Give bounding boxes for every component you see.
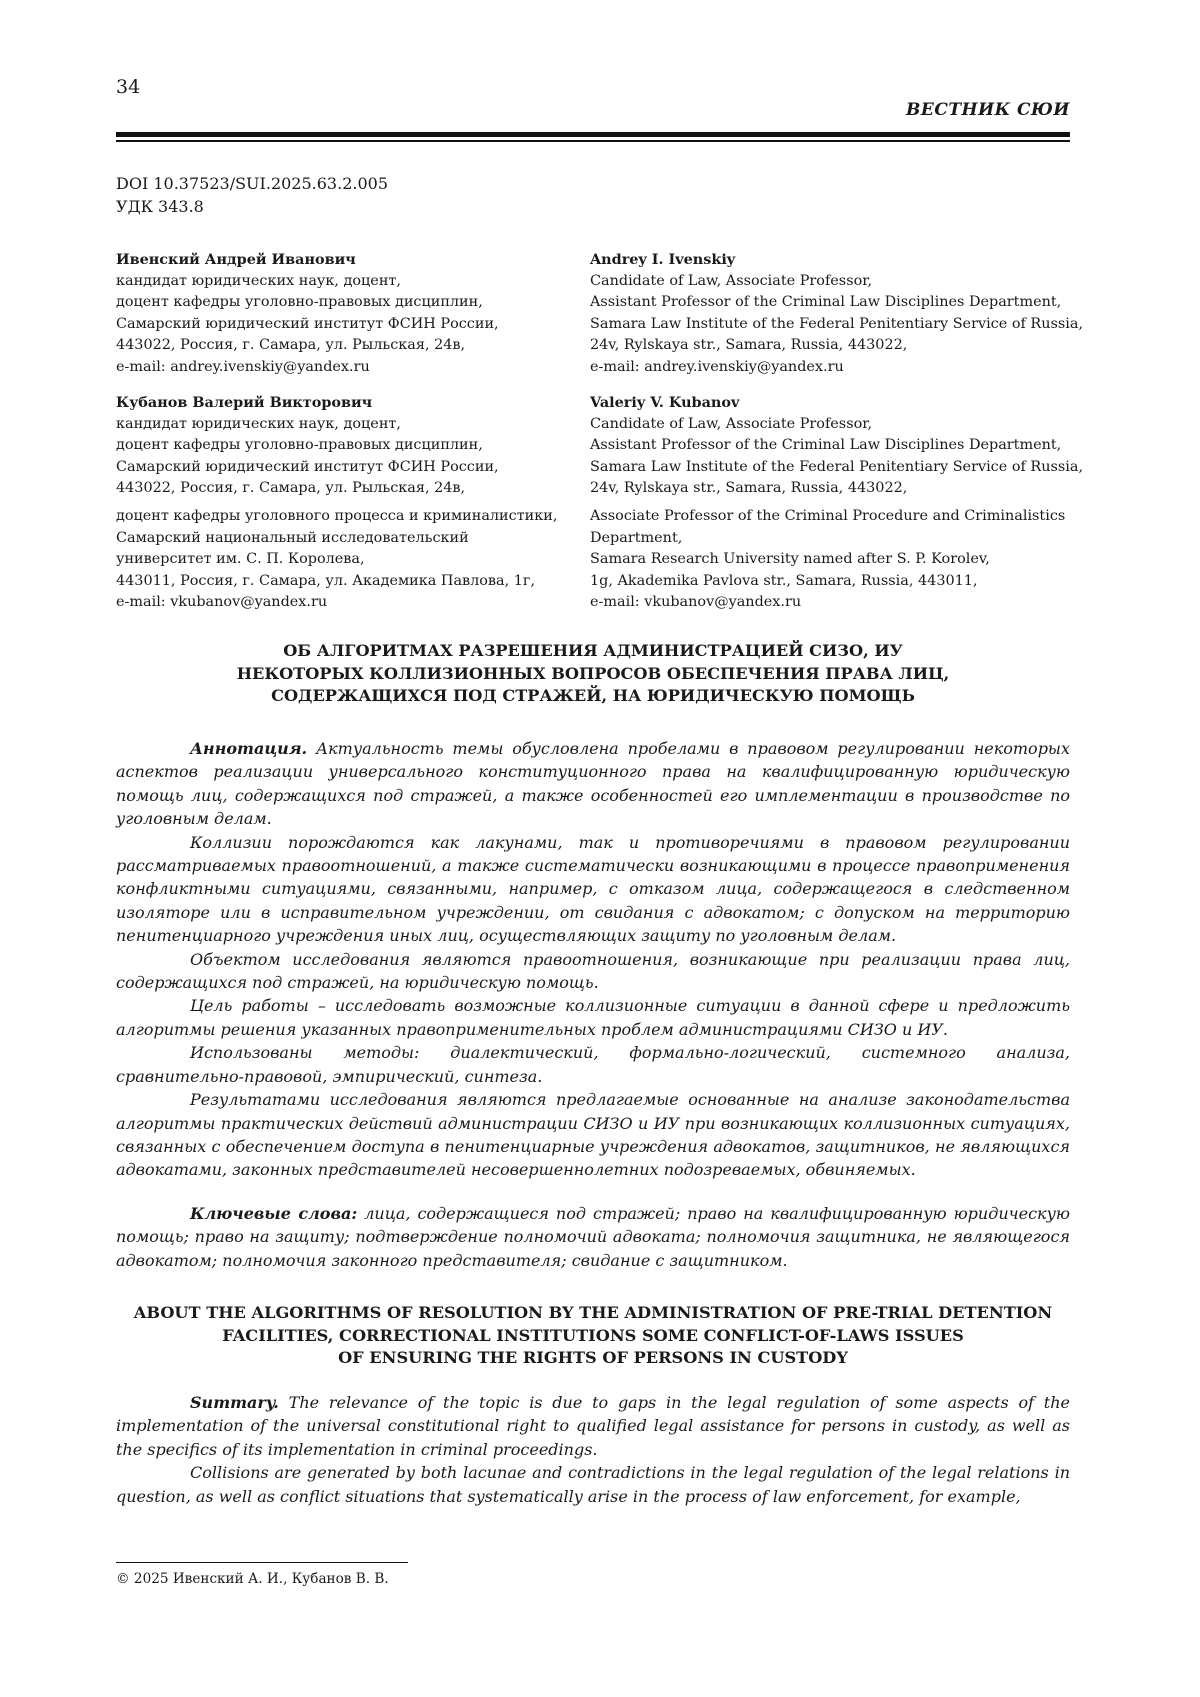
author-line: 24v, Rylskaya str., Samara, Russia, 443022,	[590, 478, 1083, 500]
author-line: Candidate of Law, Associate Professor,	[590, 271, 1083, 293]
author-line: кандидат юридических наук, доцент,	[116, 414, 499, 436]
copyright-footnote: © 2025 Ивенский А. И., Кубанов В. В.	[116, 1571, 389, 1587]
title-line: OF ENSURING THE RIGHTS OF PERSONS IN CUSTODY	[116, 1347, 1070, 1370]
abstract-paragraph: Коллизии порождаются как лакунами, так и противоречиями в правовом регулировании рассматриваемых правоотношений, а также систематически возникающими в процессе правоприменения конфликтными ситуациями, связанными, например, с отказом лица, содержащегося в следственном изоляторе или в исправительном учреждении, от свидания с адвокатом; с допуском на территорию пенитенциарного учреждения иных лиц, осуществляющих защиту по уголовным делам.	[116, 831, 1070, 948]
author-name: Ивенский Андрей Иванович	[116, 249, 499, 271]
keywords-label: Ключевые слова:	[190, 1204, 357, 1223]
author-line: кандидат юридических наук, доцент,	[116, 271, 499, 293]
author-line: доцент кафедры уголовно-правовых дисциплин,	[116, 292, 499, 314]
summary-label: Summary.	[190, 1393, 279, 1412]
title-line: СОДЕРЖАЩИХСЯ ПОД СТРАЖЕЙ, НА ЮРИДИЧЕСКУЮ ПОМОЩЬ	[116, 685, 1070, 708]
summary-paragraph: Collisions are generated by both lacunae and contradictions in the legal regulation of the legal relations in question, as well as conflict situations that systematically arise in the process of law enforcement, for example,	[116, 1461, 1070, 1508]
author-email: e-mail: vkubanov@yandex.ru	[116, 592, 557, 614]
keywords-ru	[116, 1202, 1070, 1272]
author-line: Samara Research University named after S. P. Korolev,	[590, 549, 1065, 571]
title-line: ABOUT THE ALGORITHMS OF RESOLUTION BY THE ADMINISTRATION OF PRE-TRIAL DETENTION	[116, 1302, 1070, 1325]
author-email: e-mail: andrey.ivenskiy@yandex.ru	[116, 357, 499, 379]
author-line: Samara Law Institute of the Federal Penitentiary Service of Russia,	[590, 457, 1083, 479]
author-line: Самарский юридический институт ФСИН России,	[116, 457, 499, 479]
title-line: НЕКОТОРЫХ КОЛЛИЗИОННЫХ ВОПРОСОВ ОБЕСПЕЧЕНИЯ ПРАВА ЛИЦ,	[116, 663, 1070, 686]
author-line: доцент кафедры уголовно-правовых дисциплин,	[116, 435, 499, 457]
summary-en	[116, 1391, 1070, 1508]
author-name: Valeriy V. Kubanov	[590, 392, 1083, 414]
abstract-label: Аннотация.	[190, 739, 307, 758]
author-line: Assistant Professor of the Criminal Law Disciplines Department,	[590, 435, 1083, 457]
article-title-ru	[116, 640, 1070, 708]
author-line: 443011, Россия, г. Самара, ул. Академика Павлова, 1г,	[116, 571, 557, 593]
summary-paragraph: Summary. The relevance of the topic is due to gaps in the legal regulation of some aspects of the implementation of the universal constitutional right to qualified legal assistance for persons in custody, as well as the specifics of its implementation in criminal proceedings.	[116, 1391, 1070, 1461]
author-line: 443022, Россия, г. Самара, ул. Рыльская, 24в,	[116, 478, 499, 500]
udk: УДК 343.8	[116, 195, 388, 218]
author-line: университет им. С. П. Королева,	[116, 549, 557, 571]
author-1-ru	[116, 249, 499, 379]
abstract-paragraph: Цель работы – исследовать возможные коллизионные ситуации в данной сфере и предложить алгоритмы решения указанных правоприменительных проблем администрациями СИЗО и ИУ.	[116, 994, 1070, 1041]
header-rule-thick	[116, 132, 1070, 137]
abstract-paragraph: Аннотация. Актуальность темы обусловлена пробелами в правовом регулировании некоторых аспектов реализации универсального конституционного права на квалифицированную юридическую помощь лиц, содержащихся под стражей, а также особенностей его имплементации в производстве по уголовным делам.	[116, 737, 1070, 831]
author-line: 443022, Россия, г. Самара, ул. Рыльская, 24в,	[116, 335, 499, 357]
author-line: 24v, Rylskaya str., Samara, Russia, 443022,	[590, 335, 1083, 357]
author-line: Samara Law Institute of the Federal Penitentiary Service of Russia,	[590, 314, 1083, 336]
author-line: Department,	[590, 528, 1065, 550]
author-name: Кубанов Валерий Викторович	[116, 392, 499, 414]
author-2-en	[590, 392, 1083, 500]
author-line: Assistant Professor of the Criminal Law Disciplines Department,	[590, 292, 1083, 314]
author-email: e-mail: andrey.ivenskiy@yandex.ru	[590, 357, 1083, 379]
article-title-en	[116, 1302, 1070, 1370]
author-2-ru-affiliation-2	[116, 506, 557, 614]
article-meta	[116, 172, 388, 218]
page-number: 34	[116, 76, 140, 98]
author-2-en-affiliation-2	[590, 506, 1065, 614]
header-rule-thin	[116, 140, 1070, 142]
footnote-rule	[116, 1562, 408, 1563]
author-1-en	[590, 249, 1083, 379]
abstract-ru	[116, 737, 1070, 1182]
abstract-paragraph: Объектом исследования являются правоотношения, возникающие при реализации права лиц, содержащихся под стражей, на юридическую помощь.	[116, 948, 1070, 995]
abstract-paragraph: Результатами исследования являются предлагаемые основанные на анализе законодательства алгоритмы практических действий администрации СИЗО и ИУ при возникающих коллизионных ситуациях, связанных с обеспечением доступа в пенитенциарные учреждения адвокатов, защитников, не являющихся адвокатами, законных представителей несовершеннолетних подозреваемых, обвиняемых.	[116, 1088, 1070, 1182]
author-email: e-mail: vkubanov@yandex.ru	[590, 592, 1065, 614]
author-line: 1g, Akademika Pavlova str., Samara, Russia, 443011,	[590, 571, 1065, 593]
journal-title: ВЕСТНИК СЮИ	[906, 100, 1070, 120]
abstract-paragraph: Использованы методы: диалектический, формально-логический, системного анализа, сравнительно-правовой, эмпирический, синтеза.	[116, 1041, 1070, 1088]
author-line: Associate Professor of the Criminal Procedure and Criminalistics	[590, 506, 1065, 528]
author-line: Самарский национальный исследовательский	[116, 528, 557, 550]
author-line: Candidate of Law, Associate Professor,	[590, 414, 1083, 436]
author-line: доцент кафедры уголовного процесса и криминалистики,	[116, 506, 557, 528]
keywords-paragraph: Ключевые слова: лица, содержащиеся под стражей; право на квалифицированную юридическую помощь; право на защиту; подтверждение полномочий адвоката; полномочия защитника, не являющегося адвокатом; полномочия законного представителя; свидание с защитником.	[116, 1202, 1070, 1272]
title-line: FACILITIES, CORRECTIONAL INSTITUTIONS SOME CONFLICT-OF-LAWS ISSUES	[116, 1325, 1070, 1348]
author-2-ru	[116, 392, 499, 500]
author-line: Самарский юридический институт ФСИН России,	[116, 314, 499, 336]
author-name: Andrey I. Ivenskiy	[590, 249, 1083, 271]
title-line: ОБ АЛГОРИТМАХ РАЗРЕШЕНИЯ АДМИНИСТРАЦИЕЙ СИЗО, ИУ	[116, 640, 1070, 663]
doi: DOI 10.37523/SUI.2025.63.2.005	[116, 172, 388, 195]
